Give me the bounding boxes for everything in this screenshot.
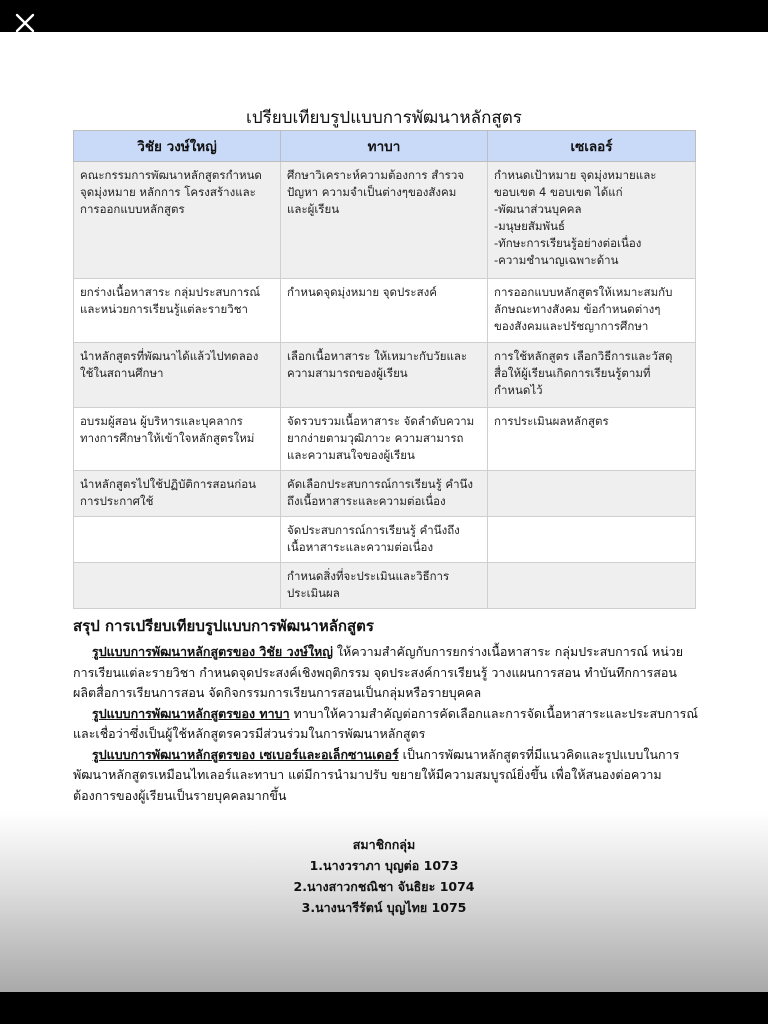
image-viewer <box>0 32 768 992</box>
table-row <box>74 408 696 471</box>
table-cell <box>488 563 696 609</box>
table-cell <box>74 517 281 563</box>
table-row <box>74 563 696 609</box>
table-cell <box>488 471 696 517</box>
paragraph-text: ให้ความสำคัญกับการยกร่างเนื้อหาสาระ กลุ่มประสบการณ์ หน่วยการเรียนแต่ละรายวิชา กำหนดจุดประสงค์เชิงพฤติกรรม จุดประสงค์การเรียนรู้ วางแผนการสอน ทำบันทึกการสอน ผลิตสื่อการเรียนการสอน จัดกิจกรรมการเรียนการสอนเป็นกลุ่มหรือรายบุคคล <box>73 644 684 700</box>
summary-section <box>73 614 698 806</box>
table-cell: การประเมินผลหลักสูตร <box>488 408 696 471</box>
members-title: สมาชิกกลุ่ม <box>352 837 416 852</box>
table-row <box>74 162 696 279</box>
table-cell: กำหนดเป้าหมาย จุดมุ่งหมายและ ขอบเขต 4 ขอบเขต ได้แก่ -พัฒนาส่วนบุคคล -มนุษยสัมพันธ์ -ทักษะการเรียนรู้อย่างต่อเนื่อง -ความชำนาญเฉพาะด้าน <box>488 162 696 279</box>
member-item: 1.นางวราภา บุญต่อ 1073 <box>309 858 459 873</box>
table-cell <box>488 517 696 563</box>
paragraph-text: เป็นการพัฒนาหลักสูตรที่มีแนวคิดและรูปแบบในการพัฒนาหลักสูตรเหมือนไทเลอร์และทาบา แต่มีการนำมาปรับ ขยายให้มีความสมบูรณ์ยิ่งขึ้น เพื่อให้สนองต่อความต้องการของผู้เรียนเป็นรายบุคคลมากขึ้น <box>73 746 680 803</box>
table-cell: การใช้หลักสูตร เลือกวิธีการและวัสดุ สื่อให้ผู้เรียนเกิดการเรียนรู้ตามที่ กำหนดไว้ <box>488 343 696 408</box>
summary-title: สรุป การเปรียบเทียบรูปแบบการพัฒนาหลักสูตร <box>73 617 374 635</box>
table-row <box>74 343 696 408</box>
table-cell: ยกร่างเนื้อหาสาระ กลุ่มประสบการณ์ และหน่วยการเรียนรู้แต่ละรายวิชา <box>74 279 281 343</box>
bottom-bar <box>0 992 768 1024</box>
summary-paragraph <box>73 745 698 807</box>
table-cell: คณะกรรมการพัฒนาหลักสูตรกำหนด จุดมุ่งหมาย หลักการ โครงสร้างและ การออกแบบหลักสูตร <box>74 162 281 279</box>
table-header-row <box>74 131 696 162</box>
table-row <box>74 279 696 343</box>
summary-paragraph <box>73 704 698 745</box>
header-taba: ทาบา <box>281 131 488 162</box>
table-cell: นำหลักสูตรที่พัฒนาได้แล้วไปทดลอง ใช้ในสถานศึกษา <box>74 343 281 408</box>
member-item: 3.นางนารีรัตน์ บุญไทย 1075 <box>301 900 467 915</box>
table-row <box>74 471 696 517</box>
table-cell: จัดประสบการณ์การเรียนรู้ คำนึงถึง เนื้อหาสาระและความต่อเนื่อง <box>281 517 488 563</box>
table-row <box>74 517 696 563</box>
table-cell: เลือกเนื้อหาสาระ ให้เหมาะกับวัยและ ความสามารถของผู้เรียน <box>281 343 488 408</box>
table-cell <box>74 563 281 609</box>
close-button[interactable] <box>10 8 40 38</box>
top-bar <box>0 0 768 32</box>
table-cell: กำหนดจุดมุ่งหมาย จุดประสงค์ <box>281 279 488 343</box>
header-wichai: วิชัย วงษ์ใหญ่ <box>74 131 281 162</box>
close-icon <box>15 13 35 33</box>
header-saylor: เซเลอร์ <box>488 131 696 162</box>
paragraph-lead: รูปแบบการพัฒนาหลักสูตรของ วิชัย วงษ์ใหญ่ <box>92 644 333 659</box>
table-cell: การออกแบบหลักสูตรให้เหมาะสมกับ ลักษณะทางสังคม ข้อกำหนดต่างๆ ของสังคมและปรัชญาการศึกษา <box>488 279 696 343</box>
table-cell: อบรมผู้สอน ผู้บริหารและบุคลากร ทางการศึกษาให้เข้าใจหลักสูตรใหม่ <box>74 408 281 471</box>
member-item: 2.นางสาวกชณิชา จันธิยะ 1074 <box>293 879 475 894</box>
table-cell: ศึกษาวิเคราะห์ความต้องการ สำรวจ ปัญหา ความจำเป็นต่างๆของสังคม และผู้เรียน <box>281 162 488 279</box>
paragraph-lead: รูปแบบการพัฒนาหลักสูตรของ ทาบา <box>92 705 290 721</box>
table-cell: คัดเลือกประสบการณ์การเรียนรู้ คำนึง ถึงเนื้อหาสาระและความต่อเนื่อง <box>281 471 488 517</box>
paragraph-text: ทาบาให้ความสำคัญต่อการคัดเลือกและการจัดเนื้อหาสาระและประสบการณ์ และเชื่อว่าซึ่งเป็นผู้ใช้หลักสูตรควรมีส่วนร่วมในการพัฒนาหลักสูตร <box>73 705 698 741</box>
document-title: เปรียบเทียบรูปแบบการพัฒนาหลักสูตร <box>246 108 522 128</box>
paragraph-lead: รูปแบบการพัฒนาหลักสูตรของ เซเบอร์และอเล็กซานเดอร์ <box>92 746 399 762</box>
table-cell: นำหลักสูตรไปใช้ปฏิบัติการสอนก่อน การประกาศใช้ <box>74 471 281 517</box>
table-cell: จัดรวบรวมเนื้อหาสาระ จัดลำดับความ ยากง่ายตามวุฒิภาวะ ความสามารถ และความสนใจของผู้เรียน <box>281 408 488 471</box>
table-cell: กำหนดสิ่งที่จะประเมินและวิธีการ ประเมินผล <box>281 563 488 609</box>
comparison-table <box>73 130 696 609</box>
group-members <box>0 834 768 918</box>
summary-paragraph <box>73 642 698 704</box>
